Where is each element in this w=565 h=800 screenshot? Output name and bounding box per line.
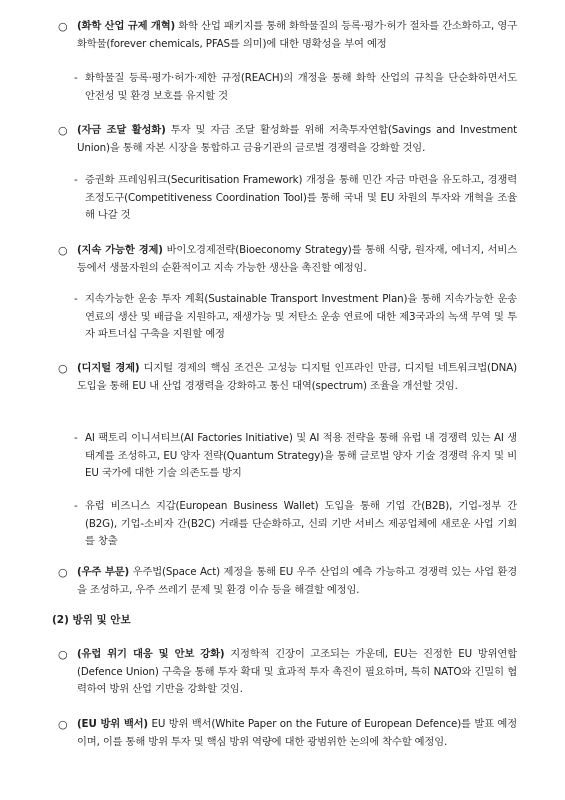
sub-bullet-text: 유럽 비즈니스 지갑(European Business Wallet) 도입을 통해 기업 간(B2B), 기업-정부 간(B2G), 기업-소비자 간(B2C) 거래를 단순화하고, 신뢰 기반 서비스 제공업체에 새로운 사업 기회를 창출 bbox=[85, 500, 517, 547]
bullet-text bbox=[77, 564, 517, 599]
sub-bullet-text: AI 팩토리 이니셔티브(AI Factories Initiative) 및 AI 적용 전략을 통해 유럽 내 경쟁력 있는 AI 생태계를 조성하고, EU 양자 전략(Quantum Strategy)을 통해 글로벌 양자 기술 경쟁력 유지 및 비EU 국가에 대한 기술 의존도를 방지 bbox=[85, 432, 517, 479]
bullet-title: (유럽 위기 대응 및 안보 강화) bbox=[77, 648, 225, 660]
bullet-title: (자금 조달 활성화) bbox=[77, 124, 166, 136]
dash-bullet-icon: - bbox=[74, 293, 78, 305]
sub-bullet-text: 증권화 프레임워크(Securitisation Framework) 개정을 통해 민간 자금 마련을 유도하고, 경쟁력 조정도구(Competitiveness Coordination Tool)를 통해 국내 및 EU 차원의 투자와 개혁을 조율해 나갈 것 bbox=[85, 174, 517, 221]
dash-bullet-icon: - bbox=[74, 72, 78, 84]
bullet-title: (디지털 경제) bbox=[77, 362, 140, 374]
section-heading: (2) 방위 및 안보 bbox=[52, 614, 131, 626]
circle-bullet-icon: ○ bbox=[58, 124, 68, 137]
bullet-body: EU 방위 백서(White Paper on the Future of European Defence)를 발표 예정이며, 이를 통해 방위 투자 및 핵심 방위 역량에 대한 광범위한 논의에 착수할 예정임. bbox=[77, 718, 518, 748]
bullet-title: (지속 가능한 경제) bbox=[77, 244, 163, 256]
bullet-body: 투자 및 자금 조달 활성화를 위해 저축투자연합(Savings and Investment Union)을 통해 자본 시장을 통합하고 금융기관의 글로벌 경쟁력을 강화할 것임. bbox=[77, 124, 517, 154]
bullet-body: 우주법(Space Act) 제정을 통해 EU 우주 산업의 예측 가능하고 경쟁력 있는 사업 환경을 조성하고, 우주 쓰레기 문제 및 환경 이슈 등을 해결할 예정임. bbox=[77, 566, 517, 596]
circle-bullet-icon: ○ bbox=[58, 20, 68, 33]
bullet-title: (화학 산업 규제 개혁) bbox=[77, 20, 176, 32]
sub-bullet-text: 화학물질 등록·평가·허가·제한 규정(REACH)의 개정을 통해 화학 산업의 규칙을 단순화하면서도 안전성 및 환경 보호를 유지할 것 bbox=[85, 72, 517, 102]
circle-bullet-icon: ○ bbox=[58, 718, 68, 731]
bullet-text bbox=[77, 646, 517, 699]
bullet-body: 디지털 경제의 핵심 조건은 고성능 디지털 인프라인 만큼, 디지털 네트워크법(DNA) 도입을 통해 EU 내 산업 경쟁력을 강화하고 통신 대역(spectrum) 조율을 개선할 것임. bbox=[77, 362, 517, 392]
circle-bullet-icon: ○ bbox=[58, 648, 68, 661]
circle-bullet-icon: ○ bbox=[58, 244, 68, 257]
bullet-title: (EU 방위 백서) bbox=[77, 718, 148, 730]
bullet-body: 지정학적 긴장이 고조되는 가운데, EU는 진정한 EU 방위연합(Defence Union) 구축을 통해 투자 확대 및 효과적 투자 촉진이 필요하며, 특히 NATO와 긴밀히 협력하여 방위 산업 기반을 강화할 것임. bbox=[77, 648, 517, 695]
dash-bullet-icon: - bbox=[74, 432, 78, 444]
circle-bullet-icon: ○ bbox=[58, 566, 68, 579]
bullet-text bbox=[77, 716, 517, 751]
bullet-text bbox=[77, 122, 517, 157]
circle-bullet-icon: ○ bbox=[58, 362, 68, 375]
bullet-body: 화학 산업 패키지를 통해 화학물질의 등록·평가·허가 절차를 간소화하고, 영구 화학물(forever chemicals, PFAS를 의미)에 대한 명확성을 부여 예정 bbox=[77, 20, 517, 50]
bullet-title: (우주 부문) bbox=[77, 566, 130, 578]
bullet-body: 바이오경제전략(Bioeconomy Strategy)를 통해 식량, 원자재, 에너지, 서비스 등에서 생물자원의 순환적이고 지속 가능한 생산을 촉진할 예정임. bbox=[77, 244, 517, 274]
dash-bullet-icon: - bbox=[74, 174, 78, 186]
bullet-text bbox=[77, 360, 517, 395]
dash-bullet-icon: - bbox=[74, 500, 78, 512]
sub-bullet-text: 지속가능한 운송 투자 계획(Sustainable Transport Investment Plan)을 통해 지속가능한 운송 연료의 생산 및 배급을 지원하고, 재생가능 및 저탄소 운송 연료에 대한 제3국과의 녹색 무역 및 투자 파트너십 구축을 지원할 예정 bbox=[85, 293, 517, 340]
bullet-text bbox=[77, 18, 517, 53]
bullet-text bbox=[77, 242, 517, 277]
